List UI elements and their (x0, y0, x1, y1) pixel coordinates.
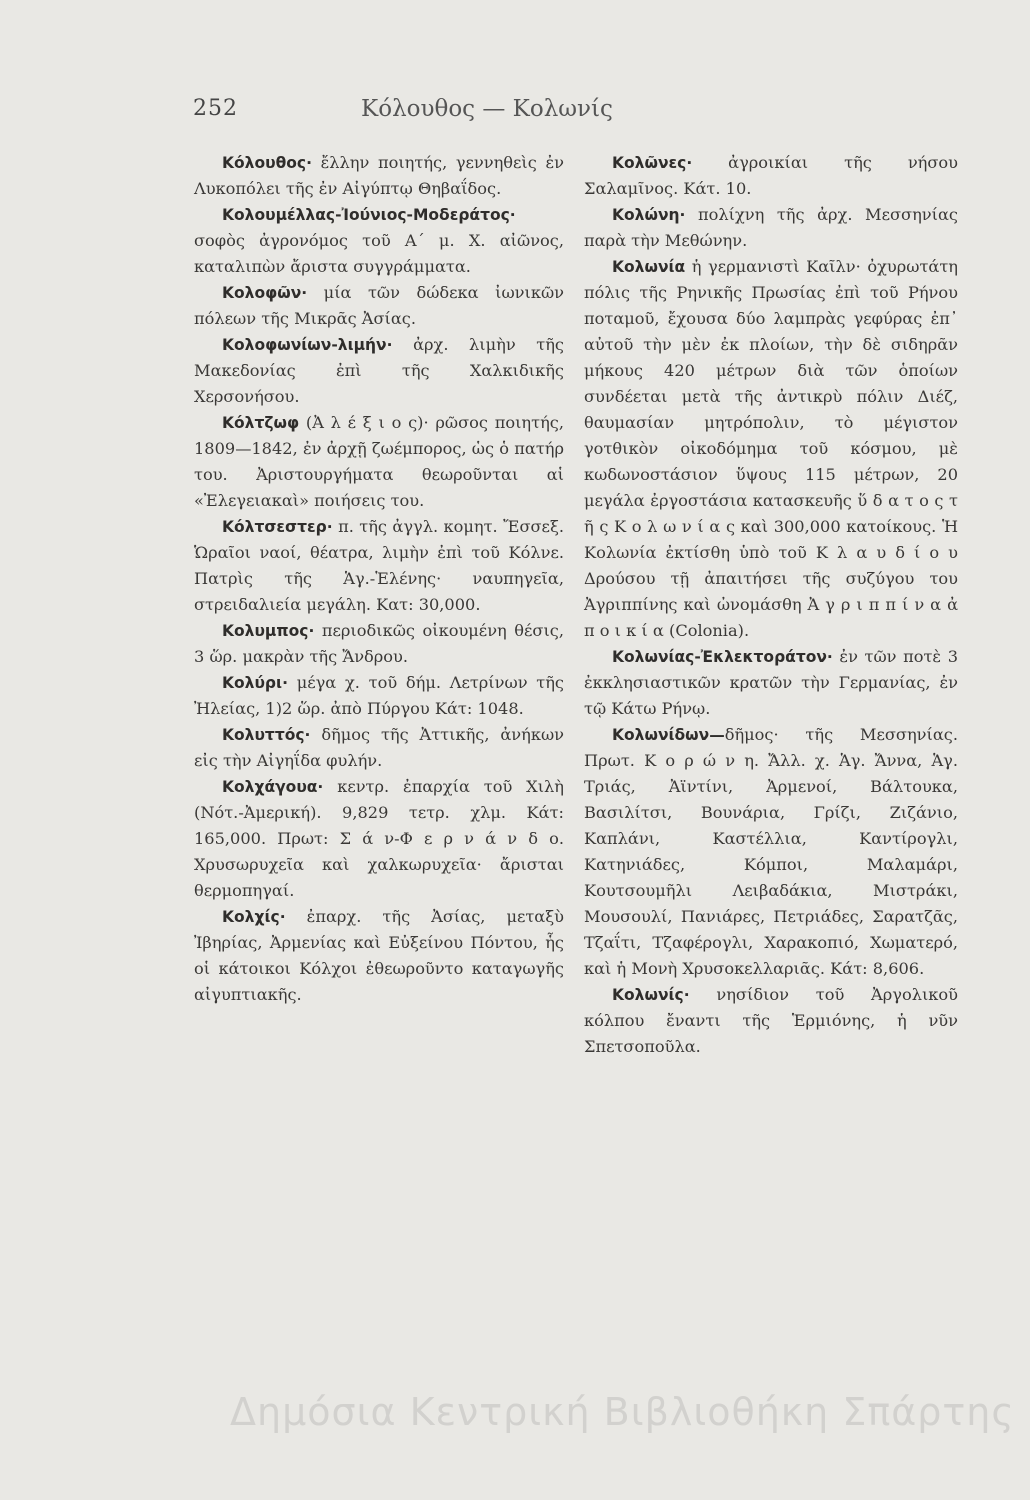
dictionary-entry (194, 904, 564, 1008)
entry-headword: Κολυμπος· (222, 622, 315, 640)
dictionary-entry (194, 410, 564, 514)
entry-text: ἀγροικίαι τῆς νήσου Σαλαμῖνος. Κάτ. 10. (584, 153, 958, 198)
entry-headword: Κόλτσεστερ· (222, 518, 333, 536)
entry-text: ἡ γερμανιστὶ Καῖλν· ὀχυρωτάτη πόλις τῆς Ρηνικῆς Πρωσίας ἐπὶ τοῦ Ρήνου ποταμοῦ, ἔχουσα δύο λαμπρὰς γεφύρας ἐπ᾽ αὐτοῦ τὴν μὲν ἐκ πλοίων, τὴν δὲ σιδηρᾶν μήκους 420 μέτρων διὰ τῶν ὁποίων συνδέεται μετὰ τῆς ἀντικρὺ πόλιν Διέζ, θαυμασίαν μητρόπολιν, τὸ μέγιστον γοτθικὸν οἰκοδόμημα τοῦ κόσμου, μὲ κωδωνοστάσιον ὕψους 115 μέτρων, 20 μεγάλα ἐργοστάσια κατασκευῆς ὕ δ α τ ο ς τ ῆ ς Κ ο λ ω ν ί α ς καὶ 300,000 κατοίκους. Ἡ Κολωνία ἐκτίσθη ὑπὸ τοῦ Κ λ α υ δ ί ο υ Δρούσου τῇ ἀπαιτήσει τῆς συζύγου του Ἀγριππίνης καὶ ὠνομάσθη Ἀ γ ρ ι π π ί ν α ἀ π ο ι κ ί α (Colonia). (584, 257, 958, 640)
entry-headword: Κολωνίας-Ἐκλεκτοράτον· (612, 648, 833, 666)
entry-headword: Κολχάγουα· (222, 778, 324, 796)
left-column (194, 150, 564, 1008)
library-watermark: Δημόσια Κεντρική Βιβλιοθήκη Σπάρτης (230, 1390, 1015, 1434)
entry-text: ἀρχ. λιμὴν τῆς Μακεδονίας ἐπὶ τῆς Χαλκιδικῆς Χερσονήσου. (194, 335, 564, 406)
entry-text: μία τῶν δώδεκα ἰωνικῶν πόλεων τῆς Μικρᾶς Ἀσίας. (194, 283, 564, 328)
right-column (584, 150, 958, 1060)
entry-headword: Κολουμέλλας-Ἰούνιος-Μοδεράτος· (222, 206, 516, 224)
dictionary-entry (584, 254, 958, 644)
entry-text: ἐν τῶν ποτὲ 3 ἐκκλησιαστικῶν κρατῶν τὴν Γερμανίας, ἐν τῷ Κάτω Ρήνῳ. (584, 647, 958, 718)
entry-text: ἐπαρχ. τῆς Ἀσίας, μεταξὺ Ἰβηρίας, Ἀρμενίας καὶ Εὐξείνου Πόντου, ἧς οἱ κάτοικοι Κόλχοι ἐθεωροῦντο καταγωγῆς αἰγυπτιακῆς. (194, 907, 564, 1004)
entry-text: δῆμος τῆς Ἀττικῆς, ἀνήκων εἰς τὴν Αἰγηΐδα φυλήν. (194, 725, 564, 770)
entry-headword: Κολυττός· (222, 726, 311, 744)
entry-text: σοφὸς ἀγρονόμος τοῦ Α΄ μ. Χ. αἰῶνος, καταλιπὼν ἄριστα συγγράμματα. (194, 231, 564, 276)
entry-headword: Κόλουθος· (222, 154, 312, 172)
dictionary-entry (194, 774, 564, 904)
page-number: 252 (193, 96, 238, 121)
entry-headword: Κολχίς· (222, 908, 286, 926)
entry-headword: Κόλτζωφ (222, 414, 300, 432)
running-head: Κόλουθος — Κολωνίς (361, 96, 613, 122)
dictionary-entry (584, 722, 958, 982)
dictionary-entry (584, 982, 958, 1060)
entry-headword: Κολωνίδων— (612, 726, 725, 744)
entry-text: δῆμος· τῆς Μεσσηνίας. Πρωτ. Κ ο ρ ώ ν η. Ἄλλ. χ. Ἁγ. Ἄννα, Ἁγ. Τριάς, Ἀϊντίνι, Ἀρμενοί, Βάλτουκα, Βασιλίτσι, Βουνάρια, Γρίζι, Ζιζάνιο, Καπλάνι, Καστέλλια, Καντίρογλι, Κατηνιάδες, Κόμποι, Μαλαμάρι, Κουτσουμῆλι Λειβαδάκια, Μιστράκι, Μουσουλί, Πανιάρες, Πετριάδες, Σαρατζᾶς, Τζαΐτι, Τζαφέρογλι, Χαρακοπιό, Χωματερό, καὶ ἡ Μονὴ Χρυσοκελλαριᾶς. Κάτ: 8,606. (584, 725, 958, 978)
dictionary-entry (194, 618, 564, 670)
entry-text: νησίδιον τοῦ Ἀργολικοῦ κόλπου ἔναντι τῆς Ἑρμιόνης, ἡ νῦν Σπετσοποῦλα. (584, 985, 958, 1056)
entry-text: μέγα χ. τοῦ δήμ. Λετρίνων τῆς Ἠλείας, 1)2 ὥρ. ἀπὸ Πύργου Κάτ: 1048. (194, 673, 564, 718)
entry-headword: Κολώνη· (612, 206, 686, 224)
dictionary-entry (584, 644, 958, 722)
dictionary-entry (584, 150, 958, 202)
entry-headword: Κολωνίς· (612, 986, 690, 1004)
entry-text: ἔλλην ποιητής, γεννηθεὶς ἐν Λυκοπόλει τῆς ἐν Αἰγύπτῳ Θηβαΐδος. (194, 153, 564, 198)
entry-text: κεντρ. ἐπαρχία τοῦ Χιλὴ (Νότ.-Ἀμερική). 9,829 τετρ. χλμ. Κάτ: 165,000. Πρωτ: Σ ά ν-Φ ε ρ ν ά ν δ ο. Χρυσωρυχεῖα καὶ χαλκωρυχεῖα· ἄρισται θερμοπηγαί. (194, 777, 564, 900)
entry-text: περιοδικῶς οἰκουμένη θέσις, 3 ὥρ. μακρὰν τῆς Ἄνδρου. (194, 621, 564, 666)
entry-headword: Κολύρι· (222, 674, 288, 692)
entry-headword: Κολῶνες· (612, 154, 693, 172)
dictionary-entry (194, 670, 564, 722)
entry-headword: Κολοφῶν· (222, 284, 308, 302)
dictionary-entry (194, 722, 564, 774)
entry-text: (Ἀ λ έ ξ ι ο ς)· ρῶσος ποιητής, 1809—1842, ἐν ἀρχῇ ζωέμπορος, ὡς ὁ πατήρ του. Ἀριστουργήματα θεωροῦνται αἱ «Ἐλεγειακαὶ» ποιήσεις του. (194, 413, 564, 510)
entry-headword: Κολωνία (612, 258, 686, 276)
entry-text: π. τῆς ἀγγλ. κομητ. Ἔσσεξ. Ὡραῖοι ναοί, θέατρα, λιμὴν ἐπὶ τοῦ Κόλνε. Πατρὶς τῆς Ἁγ.-Ἑλένης· ναυπηγεῖα, στρειδαλιεία μεγάλη. Κατ: 30,000. (194, 517, 564, 614)
dictionary-entry (194, 332, 564, 410)
page-header (193, 96, 781, 136)
dictionary-entry (194, 150, 564, 202)
entry-text: πολίχνη τῆς ἀρχ. Μεσσηνίας παρὰ τὴν Μεθώνην. (584, 205, 958, 250)
dictionary-entry (584, 202, 958, 254)
entry-headword: Κολοφωνίων-λιμήν· (222, 336, 393, 354)
dictionary-entry (194, 202, 564, 280)
dictionary-entry (194, 280, 564, 332)
dictionary-entry (194, 514, 564, 618)
